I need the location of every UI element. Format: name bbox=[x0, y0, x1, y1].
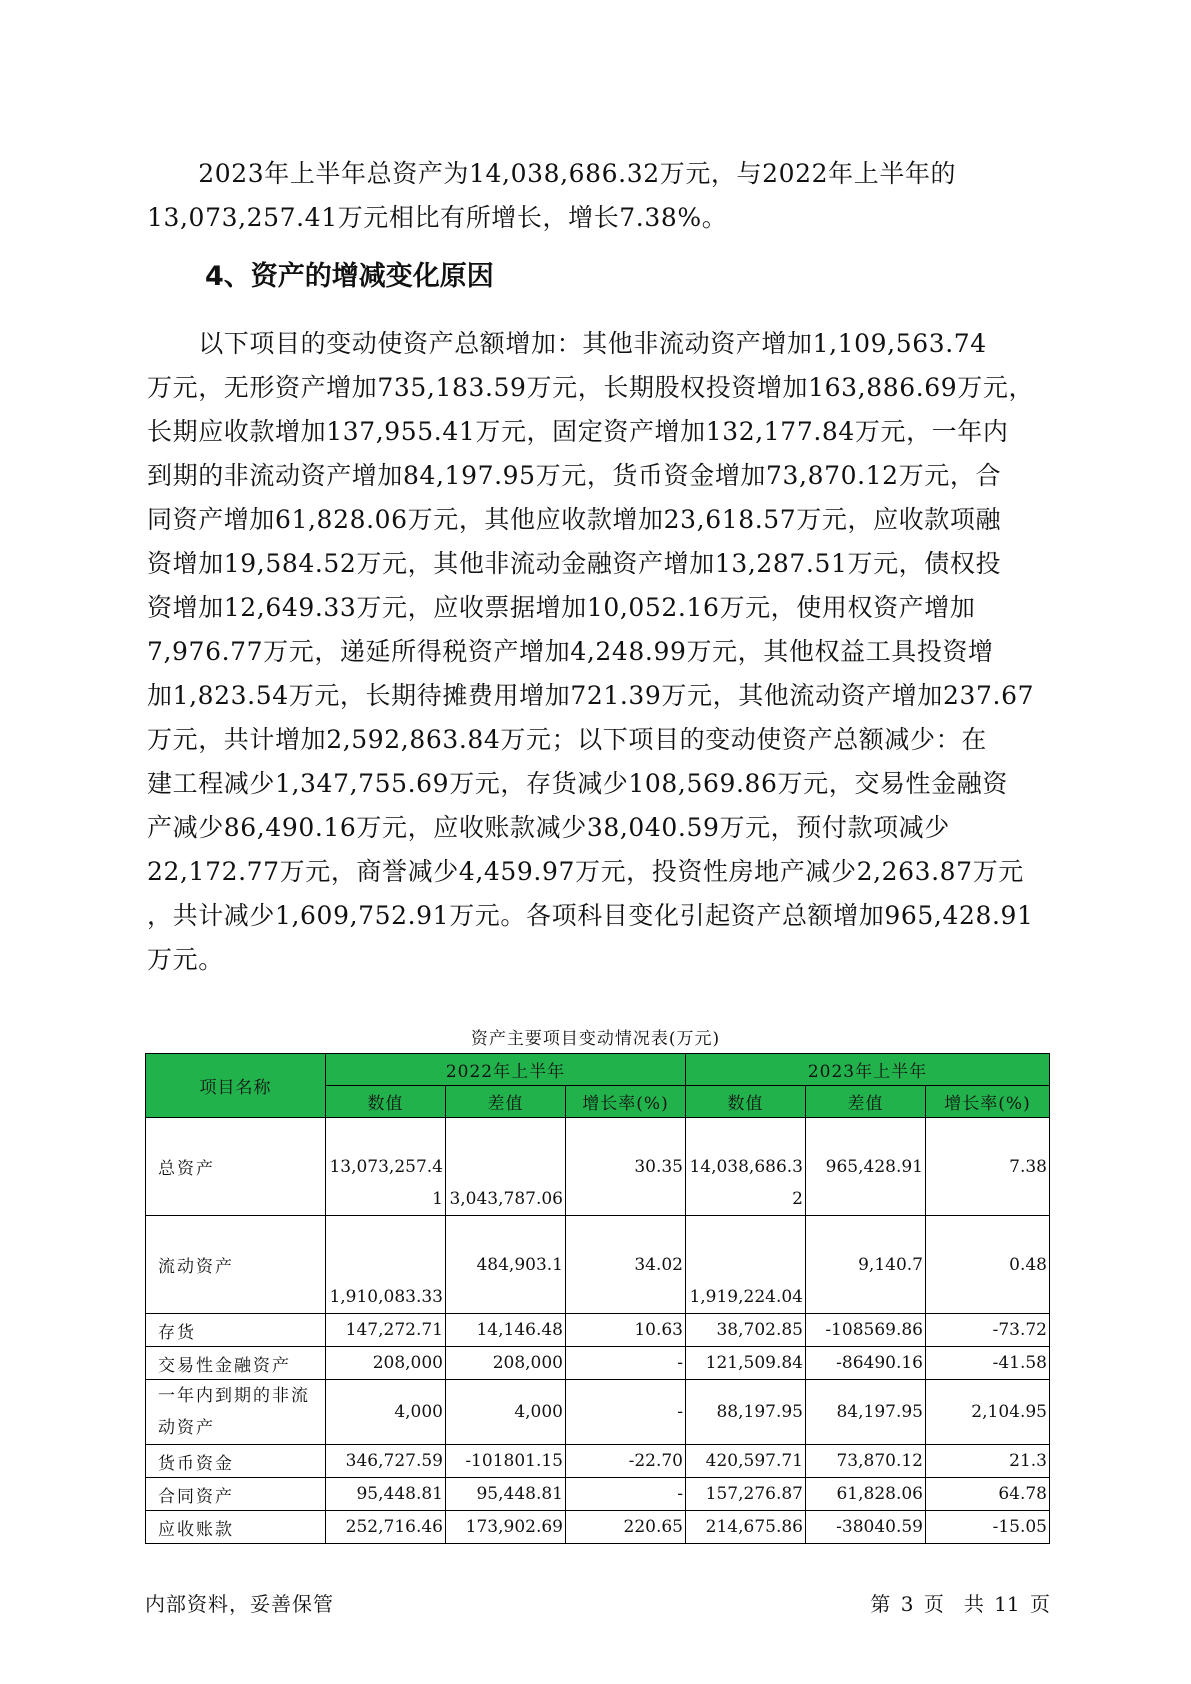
cell-growth: 30.35 bbox=[566, 1118, 686, 1216]
cell-growth: -22.70 bbox=[566, 1445, 686, 1478]
header-growth: 增长率(%) bbox=[926, 1086, 1050, 1118]
cell-growth: -15.05 bbox=[926, 1511, 1050, 1544]
cell-value: 14,038,686.32 bbox=[686, 1118, 806, 1216]
text-line: 同资产增加61,828.06万元，其他应收款增加23,618.57万元，应收款项融 bbox=[147, 505, 1002, 534]
cell-value: 420,597.71 bbox=[686, 1445, 806, 1478]
cell-value: 121,509.84 bbox=[686, 1347, 806, 1380]
text-line: 13,073,257.41万元相比有所增长，增长7.38%。 bbox=[147, 203, 728, 232]
cell-diff: 3,043,787.06 bbox=[446, 1118, 566, 1216]
cell-value: 95,448.81 bbox=[326, 1478, 446, 1511]
page-number: 第 3 页 共 11 页 bbox=[870, 1592, 1050, 1616]
text-line: 万元，共计增加2,592,863.84万元；以下项目的变动使资产总额减少：在 bbox=[147, 725, 987, 754]
row-name: 一年内到期的非流动资产 bbox=[146, 1380, 326, 1445]
cell-growth: 10.63 bbox=[566, 1314, 686, 1347]
cell-diff: -108569.86 bbox=[806, 1314, 926, 1347]
header-item-name: 项目名称 bbox=[146, 1054, 326, 1118]
table-row bbox=[146, 1118, 1050, 1216]
cell-growth: - bbox=[566, 1380, 686, 1445]
table-row bbox=[146, 1347, 1050, 1380]
table-row bbox=[146, 1216, 1050, 1314]
summary-paragraph bbox=[147, 152, 1051, 240]
cell-growth: -41.58 bbox=[926, 1347, 1050, 1380]
cell-growth: 2,104.95 bbox=[926, 1380, 1050, 1445]
asset-changes-table bbox=[145, 1053, 1050, 1544]
header-value: 数值 bbox=[686, 1086, 806, 1118]
text-line: 2023年上半年总资产为14,038,686.32万元，与2022年上半年的 bbox=[147, 159, 957, 188]
header-period-2023: 2023年上半年 bbox=[686, 1054, 1050, 1086]
table-row bbox=[146, 1314, 1050, 1347]
cell-growth: 21.3 bbox=[926, 1445, 1050, 1478]
cell-value: 88,197.95 bbox=[686, 1380, 806, 1445]
table-row bbox=[146, 1445, 1050, 1478]
cell-diff: 208,000 bbox=[446, 1347, 566, 1380]
text-line: 22,172.77万元，商誉减少4,459.97万元，投资性房地产减少2,263.87万元 bbox=[147, 857, 1024, 886]
cell-diff: -86490.16 bbox=[806, 1347, 926, 1380]
cell-value: 13,073,257.41 bbox=[326, 1118, 446, 1216]
cell-value: 208,000 bbox=[326, 1347, 446, 1380]
text-line: 7,976.77万元，递延所得税资产增加4,248.99万元，其他权益工具投资增 bbox=[147, 637, 994, 666]
header-diff: 差值 bbox=[806, 1086, 926, 1118]
cell-diff: 965,428.91 bbox=[806, 1118, 926, 1216]
text-line: 到期的非流动资产增加84,197.95万元，货币资金增加73,870.12万元，合 bbox=[147, 461, 1002, 490]
cell-value: 38,702.85 bbox=[686, 1314, 806, 1347]
text-line: 建工程减少1,347,755.69万元，存货减少108,569.86万元，交易性金融资 bbox=[147, 769, 1008, 798]
cell-value: 1,910,083.33 bbox=[326, 1216, 446, 1314]
header-period-2022: 2022年上半年 bbox=[326, 1054, 686, 1086]
header-value: 数值 bbox=[326, 1086, 446, 1118]
text-line: 加1,823.54万元，长期待摊费用增加721.39万元，其他流动资产增加237.67 bbox=[147, 681, 1035, 710]
cell-growth: -73.72 bbox=[926, 1314, 1050, 1347]
section-heading: 4、资产的增减变化原因 bbox=[205, 261, 494, 292]
row-name: 总资产 bbox=[146, 1118, 326, 1216]
text-line: 资增加19,584.52万元，其他非流动金融资产增加13,287.51万元，债权投 bbox=[147, 549, 1002, 578]
text-line: 万元。 bbox=[147, 945, 224, 974]
cell-growth: 64.78 bbox=[926, 1478, 1050, 1511]
row-name: 货币资金 bbox=[146, 1445, 326, 1478]
table-row bbox=[146, 1380, 1050, 1445]
table-caption: 资产主要项目变动情况表(万元) bbox=[470, 1029, 721, 1049]
cell-diff: -38040.59 bbox=[806, 1511, 926, 1544]
text-line: 资增加12,649.33万元，应收票据增加10,052.16万元，使用权资产增加 bbox=[147, 593, 976, 622]
cell-diff: 14,146.48 bbox=[446, 1314, 566, 1347]
text-line: ，共计减少1,609,752.91万元。各项科目变化引起资产总额增加965,428.91 bbox=[147, 901, 1034, 930]
header-growth: 增长率(%) bbox=[566, 1086, 686, 1118]
cell-growth: - bbox=[566, 1347, 686, 1380]
cell-diff: -101801.15 bbox=[446, 1445, 566, 1478]
text-line: 以下项目的变动使资产总额增加：其他非流动资产增加1,109,563.74 bbox=[147, 329, 987, 358]
cell-value: 252,716.46 bbox=[326, 1511, 446, 1544]
cell-diff: 484,903.1 bbox=[446, 1216, 566, 1314]
cell-growth: 0.48 bbox=[926, 1216, 1050, 1314]
row-name: 应收账款 bbox=[146, 1511, 326, 1544]
cell-growth: - bbox=[566, 1478, 686, 1511]
cell-diff: 73,870.12 bbox=[806, 1445, 926, 1478]
row-name: 流动资产 bbox=[146, 1216, 326, 1314]
footer-confidential-note: 内部资料，妥善保管 bbox=[145, 1592, 334, 1616]
cell-diff: 61,828.06 bbox=[806, 1478, 926, 1511]
cell-diff: 4,000 bbox=[446, 1380, 566, 1445]
row-name: 存货 bbox=[146, 1314, 326, 1347]
cell-value: 1,919,224.04 bbox=[686, 1216, 806, 1314]
cell-value: 147,272.71 bbox=[326, 1314, 446, 1347]
table-row bbox=[146, 1511, 1050, 1544]
text-line: 万元，无形资产增加735,183.59万元，长期股权投资增加163,886.69万元， bbox=[147, 373, 1035, 402]
changes-paragraph bbox=[147, 322, 1051, 982]
text-line: 长期应收款增加137,955.41万元，固定资产增加132,177.84万元，一年内 bbox=[147, 417, 1009, 446]
cell-diff: 84,197.95 bbox=[806, 1380, 926, 1445]
cell-value: 346,727.59 bbox=[326, 1445, 446, 1478]
cell-diff: 9,140.7 bbox=[806, 1216, 926, 1314]
cell-value: 157,276.87 bbox=[686, 1478, 806, 1511]
cell-diff: 173,902.69 bbox=[446, 1511, 566, 1544]
row-name: 合同资产 bbox=[146, 1478, 326, 1511]
row-name: 交易性金融资产 bbox=[146, 1347, 326, 1380]
table-row bbox=[146, 1478, 1050, 1511]
cell-diff: 95,448.81 bbox=[446, 1478, 566, 1511]
text-line: 产减少86,490.16万元，应收账款减少38,040.59万元，预付款项减少 bbox=[147, 813, 950, 842]
cell-value: 4,000 bbox=[326, 1380, 446, 1445]
cell-growth: 34.02 bbox=[566, 1216, 686, 1314]
cell-growth: 220.65 bbox=[566, 1511, 686, 1544]
cell-growth: 7.38 bbox=[926, 1118, 1050, 1216]
header-diff: 差值 bbox=[446, 1086, 566, 1118]
cell-value: 214,675.86 bbox=[686, 1511, 806, 1544]
